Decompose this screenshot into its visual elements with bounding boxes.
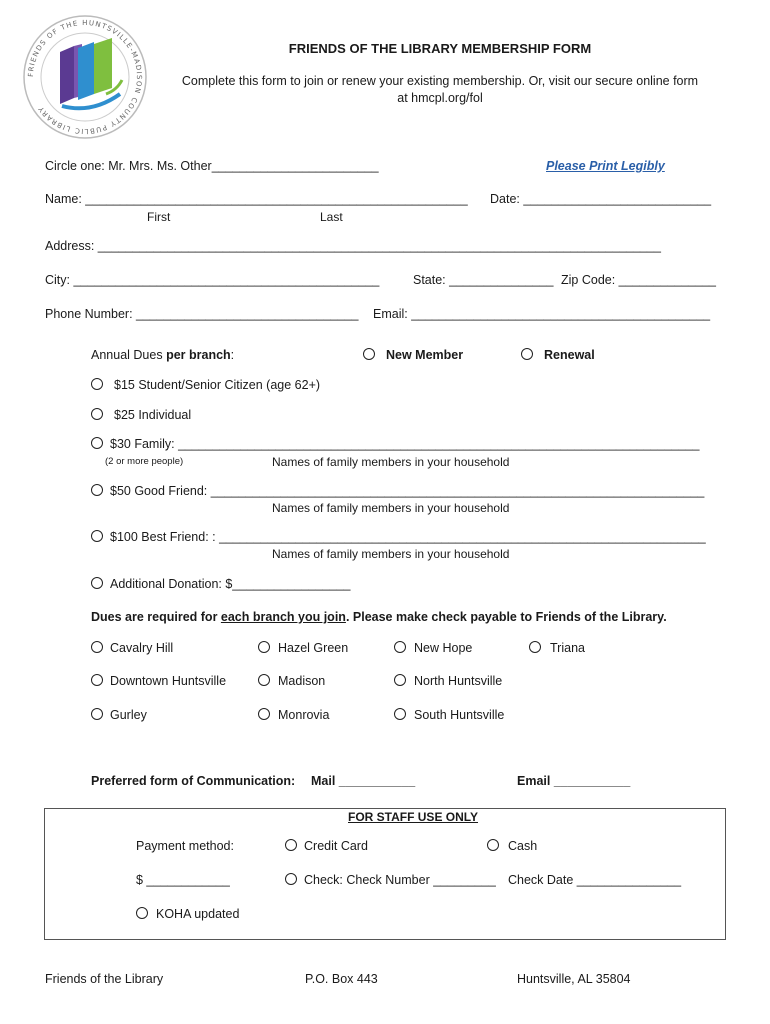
title-field[interactable]: Circle one: Mr. Mrs. Ms. Other________________________: [45, 159, 379, 173]
date-field[interactable]: Date: ___________________________: [490, 192, 712, 206]
branch-label-monrovia: Monrovia: [278, 708, 330, 722]
phone-field[interactable]: Phone Number: ________________________________: [45, 307, 359, 321]
form-title: FRIENDS OF THE LIBRARY MEMBERSHIP FORM: [288, 41, 592, 56]
good-friend-field[interactable]: $50 Good Friend: _______________________________________________________________________: [110, 484, 705, 498]
branch-radio-gurley[interactable]: [91, 708, 103, 720]
name-field[interactable]: Name: _______________________________________________________: [45, 192, 468, 206]
new-member-label: New Member: [386, 348, 464, 362]
family-note: (2 or more people): [105, 456, 184, 467]
student-dues-label: $15 Student/Senior Citizen (age 62+): [114, 378, 321, 392]
individual-dues-label: $25 Individual: [114, 408, 192, 422]
branch-radio-south-huntsville[interactable]: [394, 708, 406, 720]
check-date-field[interactable]: Check Date _______________: [508, 873, 682, 887]
credit-card-label: Credit Card: [304, 839, 368, 853]
footer-org: Friends of the Library: [45, 972, 164, 986]
branch-label-new-hope: New Hope: [414, 641, 473, 655]
print-legibly-note: Please Print Legibly: [546, 159, 665, 173]
branch-intro-b: each branch you join: [220, 610, 346, 624]
branch-instructions: [91, 610, 667, 624]
logo-ring-text: FRIENDS OF THE HUNTSVILLE-MADISON COUNTY PUBLIC LIBRARY: [26, 18, 144, 136]
branch-intro-a: Dues are required for: [91, 610, 221, 624]
communication-mail-field[interactable]: Mail ___________: [311, 774, 416, 788]
branch-label-cavalry-hill: Cavalry Hill: [110, 641, 174, 655]
branch-radio-monrovia[interactable]: [258, 708, 270, 720]
annual-dues-prefix: Annual Dues: [91, 348, 167, 362]
email-field[interactable]: Email: ___________________________________________: [373, 307, 711, 321]
student-dues-radio[interactable]: [91, 378, 103, 390]
branch-radio-north-huntsville[interactable]: [394, 674, 406, 686]
annual-dues-bold: per branch: [166, 348, 231, 362]
communication-email-field[interactable]: Email ___________: [517, 774, 631, 788]
family-names-label: Names of family members in your household: [272, 455, 510, 469]
good-friend-radio[interactable]: [91, 484, 103, 496]
last-name-label: Last: [320, 210, 343, 224]
address-field[interactable]: Address: _________________________________________________________________________________: [45, 239, 661, 253]
form-subtitle-line2: at hmcpl.org/fol: [397, 91, 483, 105]
payment-method-label: Payment method:: [136, 839, 234, 853]
staff-use-title: FOR STAFF USE ONLY: [348, 810, 479, 824]
renewal-radio[interactable]: [521, 348, 533, 360]
communication-label: Preferred form of Communication:: [91, 774, 296, 788]
best-friend-field[interactable]: $100 Best Friend: : ______________________________________________________________________: [110, 530, 706, 544]
branch-radio-madison[interactable]: [258, 674, 270, 686]
branch-label-downtown-huntsville: Downtown Huntsville: [110, 674, 227, 688]
koha-radio[interactable]: [136, 907, 148, 919]
annual-dues-suffix: :: [230, 348, 235, 362]
state-field[interactable]: State: _______________: [413, 273, 554, 287]
branch-radio-new-hope[interactable]: [394, 641, 406, 653]
best-friend-radio[interactable]: [91, 530, 103, 542]
footer-pobox: P.O. Box 443: [305, 972, 378, 986]
branch-label-south-huntsville: South Huntsville: [414, 708, 505, 722]
best-friend-names-label: Names of family members in your household: [272, 547, 510, 561]
branch-radio-hazel-green[interactable]: [258, 641, 270, 653]
check-radio[interactable]: [285, 873, 297, 885]
family-dues-radio[interactable]: [91, 437, 103, 449]
city-field[interactable]: City: ____________________________________________: [45, 273, 380, 287]
branch-radio-downtown-huntsville[interactable]: [91, 674, 103, 686]
form-subtitle-line1: Complete this form to join or renew your existing membership. Or, visit our secure online form: [181, 74, 699, 88]
zip-field[interactable]: Zip Code: ______________: [561, 273, 716, 287]
branch-label-gurley: Gurley: [110, 708, 147, 722]
branch-radio-cavalry-hill[interactable]: [91, 641, 103, 653]
individual-dues-radio[interactable]: [91, 408, 103, 420]
branch-radio-triana[interactable]: [529, 641, 541, 653]
credit-card-radio[interactable]: [285, 839, 297, 851]
amount-field[interactable]: $ ____________: [136, 873, 230, 887]
koha-label: KOHA updated: [156, 907, 240, 921]
branch-label-hazel-green: Hazel Green: [278, 641, 349, 655]
check-number-field[interactable]: Check: Check Number _________: [304, 873, 496, 887]
branch-label-north-huntsville: North Huntsville: [414, 674, 503, 688]
new-member-radio[interactable]: [363, 348, 375, 360]
family-dues-field[interactable]: $30 Family: ___________________________________________________________________________: [110, 437, 700, 451]
branch-label-triana: Triana: [550, 641, 585, 655]
footer-city: Huntsville, AL 35804: [517, 972, 631, 986]
first-name-label: First: [147, 210, 171, 224]
branch-label-madison: Madison: [278, 674, 326, 688]
good-friend-names-label: Names of family members in your household: [272, 501, 510, 515]
branch-intro-c: . Please make check payable to Friends of the Library.: [345, 610, 667, 624]
donation-field[interactable]: Additional Donation: $_________________: [110, 577, 351, 591]
cash-label: Cash: [508, 839, 538, 853]
donation-radio[interactable]: [91, 577, 103, 589]
annual-dues-label: [91, 348, 234, 362]
cash-radio[interactable]: [487, 839, 499, 851]
renewal-label: Renewal: [544, 348, 595, 362]
